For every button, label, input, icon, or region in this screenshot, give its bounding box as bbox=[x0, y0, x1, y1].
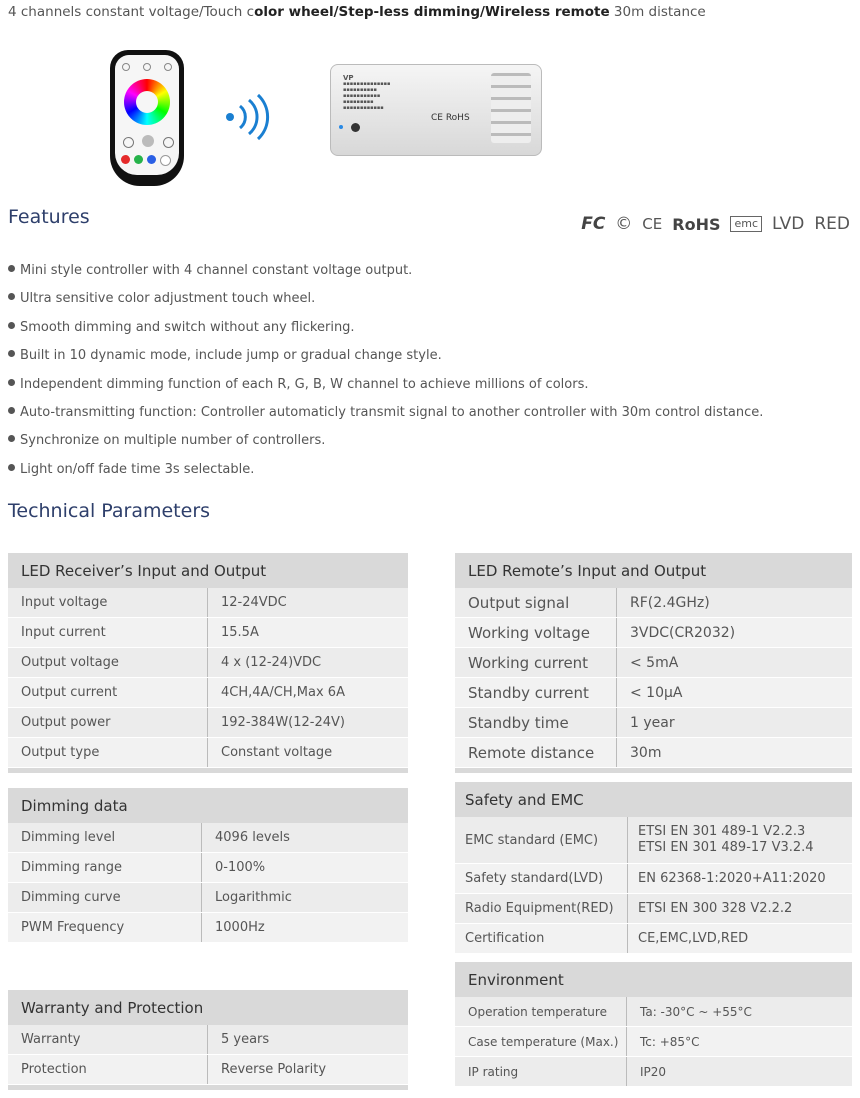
table-row: Working current < 5mA bbox=[455, 648, 852, 678]
remote-table bbox=[455, 553, 852, 774]
table-row: Standby current < 10μA bbox=[455, 678, 852, 708]
table-row: IP rating IP20 bbox=[455, 1057, 852, 1087]
certification-logos bbox=[581, 214, 850, 234]
receiver-table-title: LED Receiver’s Input and Output bbox=[8, 553, 408, 588]
list-item: Ultra sensitive color adjustment touch wheel. bbox=[8, 290, 763, 318]
table-row: Output voltage 4 x (12-24)VDC bbox=[8, 648, 408, 678]
color-wheel-icon bbox=[124, 79, 170, 125]
table-row: Protection Reverse Polarity bbox=[8, 1055, 408, 1085]
table-row: PWM Frequency 1000Hz bbox=[8, 913, 408, 943]
table-row: Warranty 5 years bbox=[8, 1025, 408, 1055]
remote-table-title: LED Remote’s Input and Output bbox=[455, 553, 852, 588]
table-row: Dimming range 0-100% bbox=[8, 853, 408, 883]
list-item: Independent dimming function of each R, G, B, W channel to achieve millions of colors. bbox=[8, 376, 763, 404]
table-row: Working voltage 3VDC(CR2032) bbox=[455, 618, 852, 648]
warranty-table-title: Warranty and Protection bbox=[8, 990, 408, 1025]
features-list bbox=[8, 262, 763, 489]
features-title: Features bbox=[8, 206, 90, 228]
list-item: Built in 10 dynamic mode, include jump or gradual change style. bbox=[8, 347, 763, 375]
list-item: Mini style controller with 4 channel constant voltage output. bbox=[8, 262, 763, 290]
environment-table bbox=[455, 962, 852, 1087]
table-row: Input current 15.5A bbox=[8, 618, 408, 648]
list-item: Synchronize on multiple number of controllers. bbox=[8, 432, 763, 460]
approval-logo: © bbox=[615, 214, 633, 234]
table-row: Remote distance 30m bbox=[455, 738, 852, 768]
table-row: Standby time 1 year bbox=[455, 708, 852, 738]
table-row: Radio Equipment(RED) ETSI EN 300 328 V2.2.2 bbox=[455, 894, 852, 924]
headline-suffix: 30m distance bbox=[609, 4, 706, 20]
emc-logo: emc bbox=[730, 216, 762, 232]
table-row: Dimming curve Logarithmic bbox=[8, 883, 408, 913]
list-item: Smooth dimming and switch without any flickering. bbox=[8, 319, 763, 347]
dimming-table bbox=[8, 788, 408, 943]
table-row: Output signal RF(2.4GHz) bbox=[455, 588, 852, 618]
table-row: Safety standard(LVD) EN 62368-1:2020+A11:2020 bbox=[455, 864, 852, 894]
red-logo: RED bbox=[814, 214, 850, 234]
table-row: Case temperature (Max.) Tc: +85°C bbox=[455, 1027, 852, 1057]
controller-model: VP bbox=[343, 74, 354, 82]
table-row: Certification CE,EMC,LVD,RED bbox=[455, 924, 852, 954]
environment-table-title: Environment bbox=[455, 962, 852, 997]
lvd-logo: LVD bbox=[772, 214, 805, 234]
table-row: EMC standard (EMC) ETSI EN 301 489-1 V2.2.3 ETSI EN 301 489-17 V3.2.4 bbox=[455, 817, 852, 864]
headline-prefix: 4 channels constant voltage/Touch c bbox=[8, 4, 255, 20]
controller-box-icon: VP ▪▪▪▪▪▪▪▪▪▪▪▪▪▪ ▪▪▪▪▪▪▪▪▪▪ ▪▪▪▪▪▪▪▪▪▪▪ ▪▪▪▪▪▪▪▪▪ ▪▪▪▪▪▪▪▪▪▪▪▪ CE RoHS bbox=[330, 64, 542, 156]
wireless-signal-icon bbox=[222, 92, 272, 142]
technical-title: Technical Parameters bbox=[8, 500, 211, 522]
list-item: Auto-transmitting function: Controller automaticly transmit signal to another controller with 30m control distance. bbox=[8, 404, 763, 432]
ce-logo: CE bbox=[642, 215, 663, 233]
safety-table-title: Safety and EMC bbox=[455, 782, 852, 817]
receiver-table bbox=[8, 553, 408, 774]
rgbw-remote-icon bbox=[110, 50, 184, 186]
table-row: Output power 192-384W(12-24V) bbox=[8, 708, 408, 738]
list-item: Light on/off fade time 3s selectable. bbox=[8, 461, 763, 489]
table-row: Output type Constant voltage bbox=[8, 738, 408, 768]
table-row: Input voltage 12-24VDC bbox=[8, 588, 408, 618]
table-row: Output current 4CH,4A/CH,Max 6A bbox=[8, 678, 408, 708]
headline bbox=[8, 4, 706, 20]
rohs-logo: RoHS bbox=[672, 214, 721, 234]
headline-bold: olor wheel/Step-less dimming/Wireless remote bbox=[254, 4, 610, 20]
warranty-table bbox=[8, 990, 408, 1091]
dimming-table-title: Dimming data bbox=[8, 788, 408, 823]
controller-ce-mark: CE RoHS bbox=[431, 113, 470, 123]
fcc-logo: FC bbox=[581, 214, 606, 234]
table-row: Dimming level 4096 levels bbox=[8, 823, 408, 853]
table-row: Operation temperature Ta: -30°C ~ +55°C bbox=[455, 997, 852, 1027]
safety-table bbox=[455, 782, 852, 954]
